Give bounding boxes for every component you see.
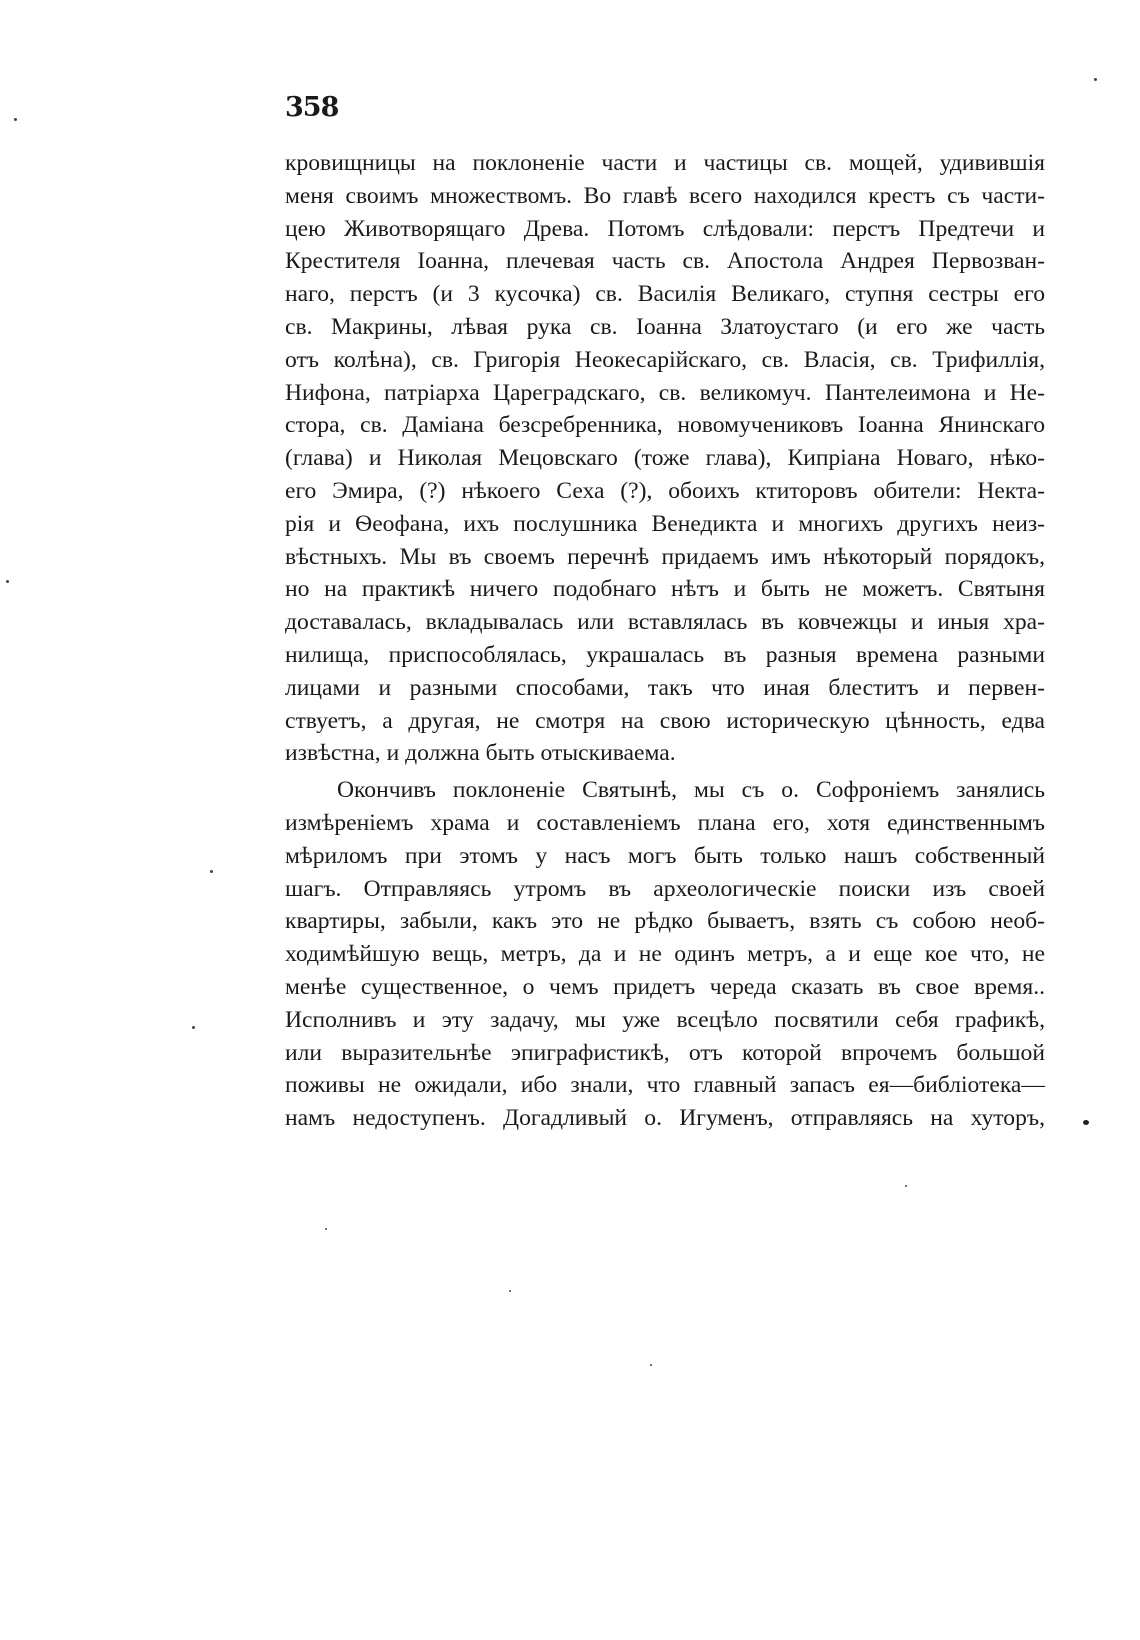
text-line: вѣстныхъ. Мы въ своемъ перечнѣ придаемъ имъ нѣкоторый порядокъ,	[285, 543, 1045, 570]
text-line: цею Животворящаго Древа. Потомъ слѣдовали: перстъ Предтечи и	[285, 215, 1045, 242]
text-line: св. Макрины, лѣвая рука св. Іоанна Златоустаго (и его же часть	[285, 313, 1045, 340]
scan-speck	[6, 580, 9, 583]
text-line: ходимѣйшую вещь, метръ, да и не одинъ метръ, а и еще кое что, не	[285, 941, 1045, 968]
text-line: кровищницы на поклоненіе части и частицы св. мощей, удивившія	[285, 150, 1045, 176]
text-line: наго, перстъ (и 3 кусочка) св. Василія Великаго, ступня сестры его	[285, 281, 1045, 308]
text-line: Нифона, патріарха Цареградскаго, св. великомуч. Пантелеимона и Не-	[285, 379, 1045, 406]
text-line: меня своимъ множествомъ. Во главѣ всего находился крестъ съ части-	[285, 182, 1045, 209]
text-line: ствуетъ, а другая, не смотря на свою историческую цѣнность, едва	[285, 707, 1045, 734]
paragraph-2	[285, 774, 1045, 1135]
scan-speck	[14, 118, 17, 121]
text-line: отъ колѣна), св. Григорія Неокесарійскаго, св. Власія, св. Трифиллія,	[285, 346, 1045, 373]
scan-speck	[509, 1290, 511, 1292]
text-line: менѣе существенное, о чемъ придетъ череда сказать въ свое время..	[285, 973, 1045, 1000]
text-line: квартиры, забыли, какъ это не рѣдко бываетъ, взять съ собою необ-	[285, 908, 1045, 935]
scan-speck	[192, 1026, 195, 1029]
text-line: измѣреніемъ храма и составленіемъ плана его, хотя единственнымъ	[285, 809, 1045, 836]
text-line: намъ недоступенъ. Догадливый о. Игуменъ, отправляясь на хуторъ,	[285, 1105, 1045, 1132]
scan-speck	[325, 1228, 327, 1230]
scan-speck	[1094, 78, 1097, 81]
text-line: шагъ. Отправляясь утромъ въ археологическіе поиски изъ своей	[285, 875, 1045, 902]
text-line: нилища, приспособлялась, украшалась въ разныя времена разными	[285, 641, 1045, 668]
text-line: (глава) и Николая Мецовскаго (тоже глава), Кипріана Новаго, нѣко-	[285, 445, 1045, 472]
text-line: его Эмира, (?) нѣкоего Сеха (?), обоихъ ктиторовъ обители: Некта-	[285, 477, 1045, 504]
page-number: 358	[285, 92, 339, 123]
text-line: мѣриломъ при этомъ у насъ могъ быть только нашъ собственный	[285, 842, 1045, 869]
text-line: доставалась, вкладывалась или вставлялась въ ковчежцы и иныя хра-	[285, 609, 1045, 636]
text-line: рія и Ѳеофана, ихъ послушника Венедикта и многихъ другихъ неиз-	[285, 510, 1045, 537]
body-text	[285, 147, 1045, 1135]
paragraph-1	[285, 147, 1045, 770]
text-line: Исполнивъ и эту задачу, мы уже всецѣло посвятили себя графикѣ,	[285, 1006, 1045, 1033]
text-line: Крестителя Іоанна, плечевая часть св. Апостола Андрея Первозван-	[285, 248, 1045, 275]
scan-speck	[905, 1185, 907, 1187]
scan-speck	[1083, 1120, 1089, 1125]
scan-speck	[650, 1364, 652, 1366]
text-line: Окончивъ поклоненіе Святынѣ, мы съ о. Софроніемъ занялись	[337, 777, 1045, 804]
text-line: или выразительнѣе эпиграфистикѣ, отъ которой впрочемъ большой	[285, 1039, 1045, 1066]
text-line: стора, св. Даміана безсребренника, новомучениковъ Іоанна Янинскаго	[285, 412, 1045, 439]
text-line: извѣстна, и должна быть отыскиваема.	[285, 740, 676, 767]
text-line: поживы не ожидали, ибо знали, что главный запасъ ея—библіотека—	[285, 1072, 1045, 1099]
text-line: лицами и разными способами, такъ что иная блеститъ и первен-	[285, 674, 1045, 701]
text-line: но на практикѣ ничего подобнаго нѣтъ и быть не можетъ. Святыня	[285, 576, 1045, 603]
scan-speck	[210, 870, 213, 873]
